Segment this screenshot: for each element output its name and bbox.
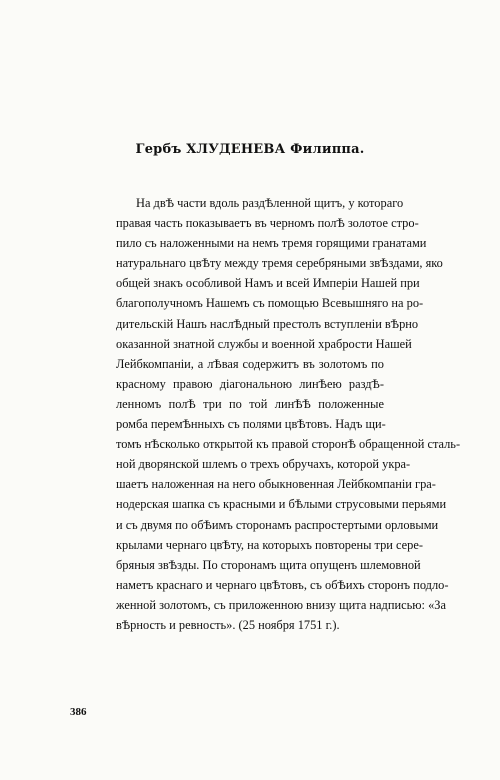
paragraph-line: благополучномъ Нашемъ съ помощью Всевышняго на ро- bbox=[116, 296, 424, 311]
paragraph-line: шаетъ наложенная на него обыкновенная Лейбкомпаніи гра- bbox=[116, 477, 436, 492]
paragraph-line: Лейбкомпаніи, а лѢвая содержитъ въ золотомъ по bbox=[116, 356, 384, 371]
paragraph-line: дительскій Нашъ наслѢдный престолъ вступленіи вѢрно bbox=[116, 316, 419, 331]
paragraph-line: общей знакъ особливой Намъ и всей Имперіи Нашей при bbox=[116, 276, 420, 291]
paragraph-line: натуральнаго цвѢту между тремя серебряными звѢздами, яко bbox=[116, 256, 443, 271]
paragraph-line: бряныя звѢзды. По сторонамъ щита опущенъ шлемовной bbox=[116, 557, 421, 572]
paragraph-line: красному правою діагональною линѢею раздѢ- bbox=[116, 376, 384, 391]
paragraph-line: оказанной знатной службы и военной храбрости Нашей bbox=[116, 336, 412, 351]
description-paragraph bbox=[116, 193, 461, 635]
paragraph-line: На двѢ части вдоль раздѢленной щитъ, у котораго bbox=[136, 196, 404, 210]
coat-of-arms-title: Гербъ ХЛУДЕНЕВА Филиппа. bbox=[135, 142, 365, 157]
paragraph-line: вѢрность и ревность». (25 ноября 1751 г.). bbox=[116, 617, 340, 632]
paragraph-line: и съ двумя по обѢимъ сторонамъ распростертыми орловыми bbox=[116, 517, 439, 532]
paragraph-line: нодерская шапка съ красными и бѢлыми струсовыми перьями bbox=[116, 497, 447, 512]
paragraph-line: женной золотомъ, съ приложенною внизу щита надписью: «За bbox=[116, 597, 446, 612]
paragraph-line: ной дворянской шлемъ о трехъ обручахъ, которой укра- bbox=[116, 457, 411, 472]
paragraph-line: пило съ наложенными на немъ тремя горящими гранатами bbox=[116, 236, 427, 251]
page-number: 386 bbox=[70, 706, 87, 718]
paragraph-line: ромба перемѢнныхъ съ полями цвѢтовъ. Надъ щи- bbox=[116, 417, 386, 432]
paragraph-line: наметъ краснаго и чернаго цвѢтовъ, съ обѢихъ сторонъ подло- bbox=[116, 577, 449, 592]
paragraph-line: томъ нѢсколько открытой къ правой сторонѢ обращенной сталь- bbox=[116, 437, 461, 452]
paragraph-line: крылами чернаго цвѢту, на которыхъ повторены три сере- bbox=[116, 537, 423, 552]
paragraph-line: ленномъ полѢ три по той линѢѢ положенные bbox=[116, 396, 384, 411]
paragraph-line: правая часть показываетъ въ черномъ полѢ золотое стро- bbox=[116, 216, 419, 231]
